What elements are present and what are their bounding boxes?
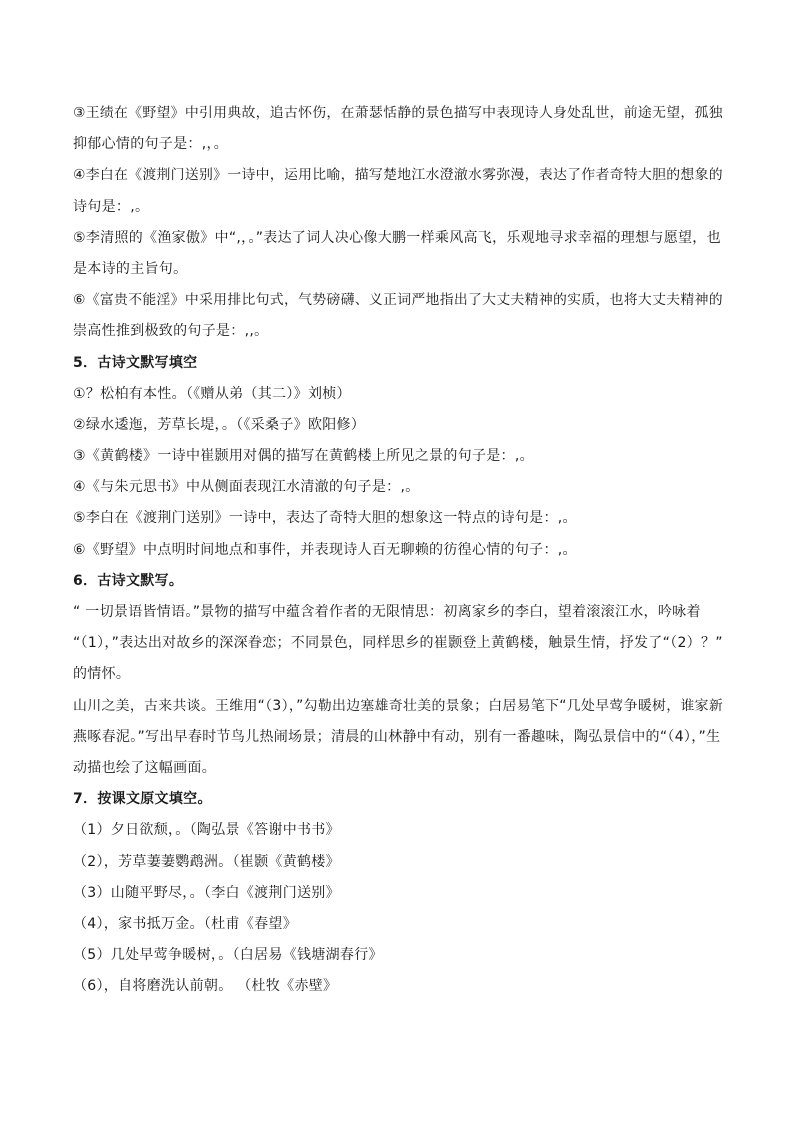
text-line: 诗句是：,。 [73, 198, 150, 215]
text-line: （6），自将磨洗认前朝。 （杜牧《赤壁》 [73, 978, 338, 995]
text-line: 抑郁心情的句子是：,，。 [73, 136, 229, 153]
text-line: ⑤李白在《渡荆门送别》一诗中，表达了奇特大胆的想象这一特点的诗句是：,。 [73, 510, 577, 527]
text-line: 是本诗的主旨句。 [73, 260, 188, 277]
section-heading: 7．按课文原文填空。 [73, 791, 212, 808]
text-line: “（1），”表达出对故乡的深深眷恋；不同景色，同样思乡的崔颢登上黄鹤楼，触景生情，抒发了“（2）？” [73, 635, 723, 652]
text-line: 动描也绘了这幅画面。 [73, 759, 216, 776]
text-line: 的情怀。 [73, 666, 131, 683]
text-line: ⑤李清照的《渔家傲》中“,，。”表达了词人决心像大鹏一样乘风高飞，乐观地寻求幸福的理想与愿望，也 [73, 229, 721, 246]
text-line: 崇高性推到极致的句子是：,,。 [73, 323, 269, 340]
text-line: （1）夕日欲颓，。（陶弘景《答谢中书书》 [73, 822, 340, 839]
text-line: ④李白在《渡荆门送别》一诗中，运用比喻，描写楚地江水澄澈水雾弥漫，表达了作者奇特大胆的想象的 [73, 167, 723, 184]
text-line: ⑥《野望》中点明时间地点和事件，并表现诗人百无聊赖的彷徨心情的句子：,。 [73, 541, 577, 558]
text-line: ④《与朱元思书》中从侧面表现江水清澈的句子是：,。 [73, 479, 420, 496]
text-line: （3）山随平野尽，。（李白《渡荆门送别》 [73, 884, 340, 901]
text-line: ⑥《富贵不能淫》中采用排比句式，气势磅礴、义正词严地指出了大丈夫精神的实质，也将大丈夫精神的 [73, 292, 723, 309]
text-line: ③《黄鹤楼》一诗中崔颢用对偶的描写在黄鹤楼上所见之景的句子是：,。 [73, 448, 534, 465]
text-line: ①？松柏有本性。（《赠从弟（其二）》刘桢） [73, 385, 351, 402]
text-line: “ 一切景语皆情语。”景物的描写中蕴含着作者的无限情思：初离家乡的李白，望着滚滚江水，吟咏着 [73, 604, 701, 620]
document-body [73, 98, 723, 1002]
section-heading: 6．古诗文默写。 [73, 572, 184, 589]
text-line: ③王绩在《野望》中引用典故，追古怀伤，在萧瑟恬静的景色描写中表现诗人身处乱世，前途无望，孤独 [73, 105, 723, 121]
text-line: （5）几处早莺争暖树，。（白居易《钱塘湖春行》 [73, 947, 383, 964]
text-line: （4），家书抵万金。（杜甫《春望》 [73, 915, 298, 932]
text-line: 燕啄春泥。”写出早春时节鸟儿热闹场景；清晨的山林静中有动，别有一番趣味，陶弘景信中的“（4），”生 [73, 728, 721, 745]
section-heading: 5．古诗文默写填空 [73, 354, 198, 371]
text-line: ②绿水逶迤，芳草长堤，。（《采桑子》欧阳修） [73, 416, 366, 433]
text-line: （2），芳草萋萋鹦鹉洲。（崔颢《黄鹤楼》 [73, 853, 340, 870]
text-line: 山川之美，古来共谈。王维用“（3），”勾勒出边塞雄奇壮美的景象；白居易笔下“几处早莺争暖树，谁家新 [73, 697, 724, 714]
